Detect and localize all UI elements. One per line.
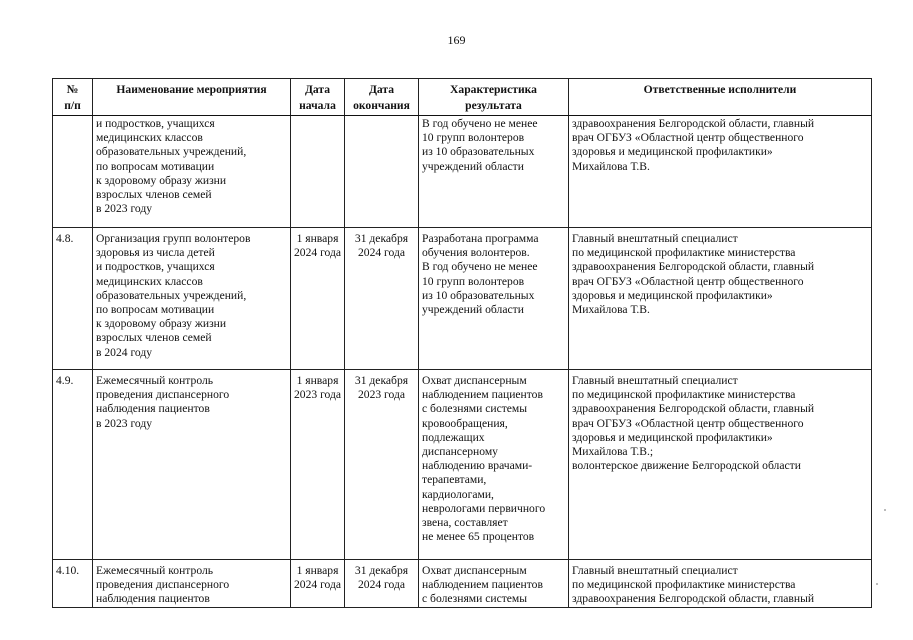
cell-responsible-line: Михайлова Т.В.; — [572, 445, 654, 459]
cell-event-name-line: в 2024 году — [96, 345, 153, 359]
cell-responsible — [569, 560, 872, 608]
cell-responsible-line: по медицинской профилактике министерства — [572, 246, 796, 260]
cell-num — [53, 116, 93, 228]
header-num-line: № — [66, 83, 79, 96]
header-name-line: Наименование мероприятия — [116, 83, 267, 96]
cell-result-line: 10 групп волонтеров — [422, 274, 525, 288]
header-end-line: окончания — [353, 99, 410, 112]
cell-start-date-line: 1 января — [296, 232, 339, 245]
cell-end-date-line: 31 декабря — [354, 232, 409, 245]
cell-result-line: обучения волонтеров. — [422, 246, 530, 260]
cell-event-name-line: проведения диспансерного — [96, 578, 230, 592]
cell-result-line: В год обучено не менее — [422, 117, 538, 130]
cell-result-line: наблюдению врачами- — [422, 459, 533, 473]
cell-start-date-line: 2024 года — [294, 578, 342, 592]
cell-event-name-line: к здоровому образу жизни — [96, 173, 227, 187]
cell-result-line: Охват диспансерным — [422, 374, 527, 387]
cell-event-name-line: образовательных учреждений, — [96, 145, 247, 159]
cell-start-date — [291, 370, 345, 560]
cell-result-line: звена, составляет — [422, 516, 508, 530]
cell-result-line: подлежащих — [422, 430, 485, 444]
header-start-line: Дата — [304, 83, 331, 96]
cell-responsible-line: здоровья и медицинской профилактики» — [572, 430, 773, 444]
cell-responsible — [569, 228, 872, 370]
scan-speck — [884, 509, 886, 511]
cell-responsible-line: врач ОГБУЗ «Областной центр общественного — [572, 416, 804, 430]
cell-result-line: учреждений области — [422, 159, 524, 173]
cell-responsible-line: здравоохранения Белгородской области, главный — [572, 117, 815, 130]
cell-start-date-line: 2023 года — [294, 388, 342, 402]
header-end-date — [345, 79, 419, 116]
cell-event-name-line: образовательных учреждений, — [96, 288, 247, 302]
cell-result — [419, 560, 569, 608]
cell-responsible-line: волонтерское движение Белгородской области — [572, 459, 801, 473]
cell-num-value: 4.8. — [56, 232, 74, 245]
cell-responsible-line: Михайлова Т.В. — [572, 159, 650, 173]
cell-result-line: В год обучено не менее — [422, 260, 538, 274]
cell-responsible-line: Главный внештатный специалист — [572, 374, 738, 387]
events-table — [52, 78, 872, 608]
cell-start-date — [291, 228, 345, 370]
cell-result-line: Разработана программа — [422, 232, 539, 245]
cell-event-name-line: к здоровому образу жизни — [96, 317, 227, 331]
cell-result-line: 10 групп волонтеров — [422, 131, 525, 145]
cell-end-date-line: 31 декабря — [354, 564, 409, 577]
header-result-line: результата — [465, 99, 522, 112]
header-start-line: начала — [299, 99, 336, 112]
cell-event-name-line: Организация групп волонтеров — [96, 232, 251, 245]
cell-event-name-line: здоровья из числа детей — [96, 246, 215, 260]
cell-result-line: учреждений области — [422, 303, 524, 317]
cell-result-line: Охват диспансерным — [422, 564, 527, 577]
cell-end-date-line: 2023 года — [357, 388, 406, 402]
cell-responsible — [569, 116, 872, 228]
cell-event-name — [93, 116, 291, 228]
cell-event-name-line: медицинских классов — [96, 274, 203, 288]
cell-start-date — [291, 560, 345, 608]
cell-num — [53, 370, 93, 560]
cell-event-name-line: по вопросам мотивации — [96, 303, 215, 317]
header-result — [419, 79, 569, 116]
page-number: 169 — [447, 33, 466, 47]
cell-end-date-line: 31 декабря — [354, 374, 409, 387]
cell-result-line: терапевтами, — [422, 473, 487, 487]
cell-event-name-line: и подростков, учащихся — [96, 260, 215, 274]
cell-responsible-line: здоровья и медицинской профилактики» — [572, 145, 773, 159]
cell-start-date-line: 1 января — [296, 564, 339, 577]
cell-result-line: диспансерному — [422, 445, 498, 459]
cell-responsible-line: Михайлова Т.В. — [572, 303, 650, 317]
cell-result-line: не менее 65 процентов — [422, 530, 535, 544]
cell-end-date-line: 2024 года — [357, 246, 406, 260]
cell-end-date — [345, 228, 419, 370]
cell-result-line: с болезнями системы — [422, 592, 528, 606]
cell-event-name-line: проведения диспансерного — [96, 388, 230, 402]
cell-event-name-line: медицинских классов — [96, 131, 203, 145]
cell-result-line: наблюдением пациентов — [422, 578, 543, 592]
header-start-date — [291, 79, 345, 116]
cell-result — [419, 116, 569, 228]
cell-start-date-line: 2024 года — [294, 246, 342, 260]
header-name — [93, 79, 291, 116]
cell-responsible-line: Главный внештатный специалист — [572, 564, 738, 577]
cell-result — [419, 370, 569, 560]
cell-responsible-line: врач ОГБУЗ «Областной центр общественного — [572, 274, 804, 288]
cell-responsible-line: здоровья и медицинской профилактики» — [572, 288, 773, 302]
cell-end-date — [345, 116, 419, 228]
header-num-line: п/п — [64, 99, 81, 112]
cell-result-line: неврологами первичного — [422, 501, 546, 515]
header-result-line: Характеристика — [450, 83, 537, 96]
cell-num-value: 4.9. — [56, 374, 74, 387]
cell-responsible — [569, 370, 872, 560]
cell-event-name-line: в 2023 году — [96, 416, 153, 430]
cell-event-name-line: Ежемесячный контроль — [96, 374, 214, 387]
cell-event-name-line: и подростков, учащихся — [96, 117, 215, 130]
cell-start-date-line: 1 января — [296, 374, 339, 387]
cell-num-value: 4.10. — [56, 564, 80, 577]
cell-responsible-line: здравоохранения Белгородской области, главный — [572, 260, 815, 274]
header-responsible-line: Ответственные исполнители — [643, 83, 797, 96]
cell-responsible-line: Главный внештатный специалист — [572, 232, 738, 245]
cell-event-name — [93, 560, 291, 608]
cell-start-date — [291, 116, 345, 228]
cell-event-name-line: взрослых членов семей — [96, 331, 212, 345]
cell-responsible-line: по медицинской профилактике министерства — [572, 578, 796, 592]
cell-event-name-line: взрослых членов семей — [96, 188, 212, 202]
cell-result-line: кровообращения, — [422, 416, 508, 430]
cell-result-line: кардиологами, — [422, 487, 494, 501]
table-header-row — [53, 79, 872, 116]
cell-end-date — [345, 370, 419, 560]
cell-event-name — [93, 228, 291, 370]
cell-event-name-line: по вопросам мотивации — [96, 159, 215, 173]
cell-event-name-line: наблюдения пациентов — [96, 592, 210, 606]
cell-responsible-line: по медицинской профилактике министерства — [572, 388, 796, 402]
cell-num — [53, 228, 93, 370]
cell-result-line: из 10 образовательных — [422, 145, 535, 159]
cell-result-line: из 10 образовательных — [422, 288, 535, 302]
cell-responsible-line: здравоохранения Белгородской области, главный — [572, 592, 815, 606]
cell-end-date — [345, 560, 419, 608]
cell-result-line: наблюдением пациентов — [422, 388, 543, 402]
table-row — [53, 560, 872, 608]
header-num — [53, 79, 93, 116]
table-row — [53, 370, 872, 560]
table-row — [53, 116, 872, 228]
cell-event-name-line: Ежемесячный контроль — [96, 564, 214, 577]
cell-event-name-line: наблюдения пациентов — [96, 402, 210, 416]
header-responsible — [569, 79, 872, 116]
cell-event-name-line: в 2023 году — [96, 202, 153, 216]
cell-end-date-line: 2024 года — [357, 578, 406, 592]
header-end-line: Дата — [368, 83, 395, 96]
cell-responsible-line: здравоохранения Белгородской области, главный — [572, 402, 815, 416]
cell-event-name — [93, 370, 291, 560]
table-row — [53, 228, 872, 370]
cell-result-line: с болезнями системы — [422, 402, 528, 416]
cell-num — [53, 560, 93, 608]
cell-responsible-line: врач ОГБУЗ «Областной центр общественного — [572, 131, 804, 145]
scan-speck — [876, 583, 878, 585]
cell-result — [419, 228, 569, 370]
